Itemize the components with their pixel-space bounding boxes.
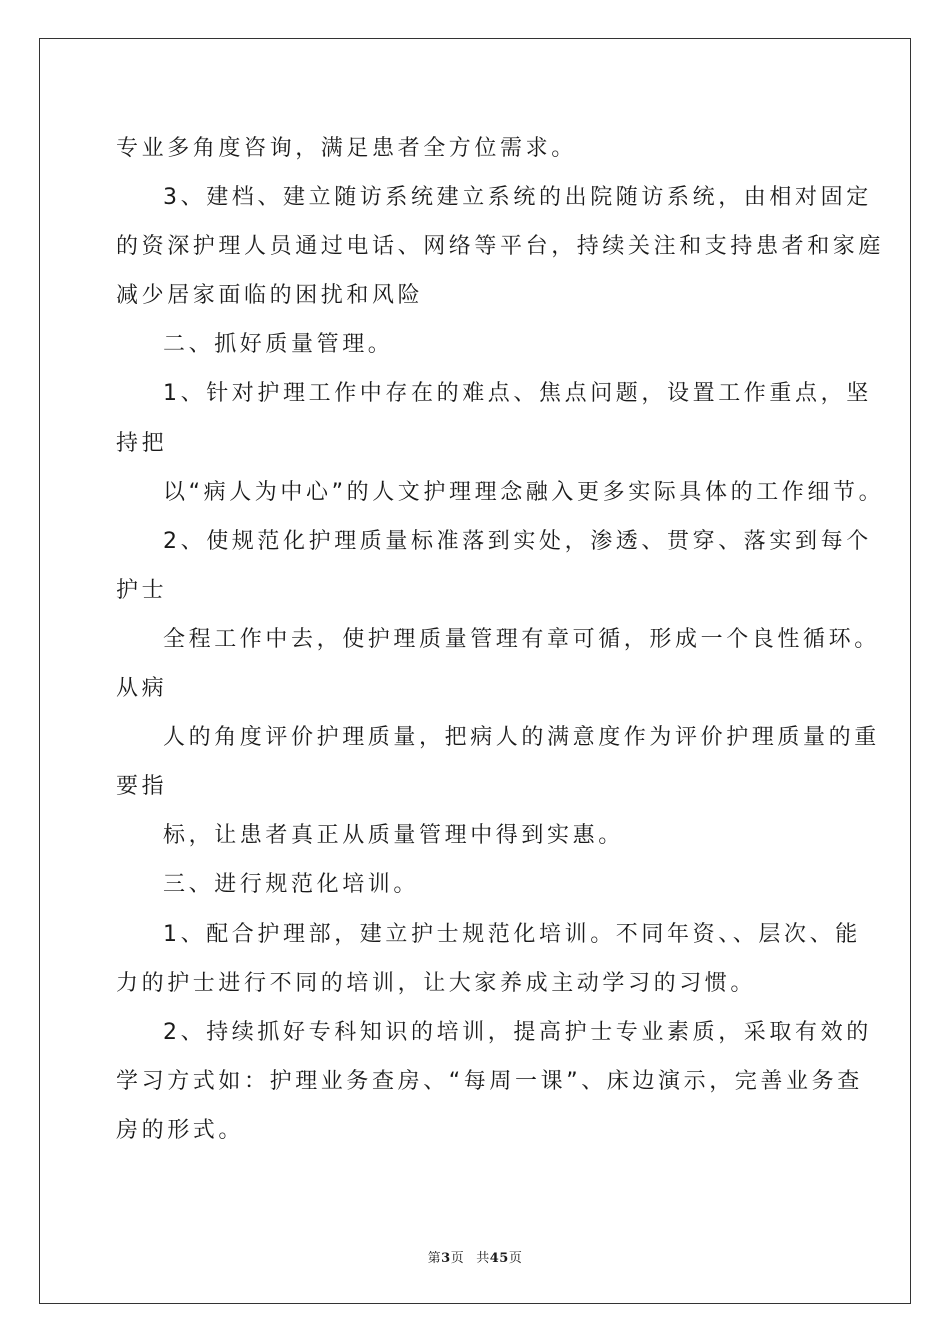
text-line: 标，让患者真正从质量管理中得到实惠。 bbox=[163, 823, 624, 849]
total-prefix: 共 bbox=[476, 1251, 490, 1266]
text-line: 护士 bbox=[116, 577, 168, 603]
text-line: 1、针对护理工作中存在的难点、焦点问题，设置工作重点，坚 bbox=[163, 381, 872, 407]
text-line: 2、使规范化护理质量标准落到实处，渗透、贯穿、落实到每个 bbox=[163, 528, 872, 554]
text-line: 2、持续抓好专科知识的培训，提高护士专业素质，采取有效的 bbox=[163, 1019, 872, 1045]
text-line: 的资深护理人员通过电话、网络等平台，持续关注和支持患者和家庭 bbox=[116, 234, 885, 260]
text-line: 持把 bbox=[116, 430, 168, 456]
text-line: 3、建档、建立随访系统建立系统的出院随访系统，由相对固定 bbox=[163, 185, 872, 211]
document-body bbox=[116, 130, 885, 1161]
total-suffix: 页 bbox=[508, 1251, 523, 1266]
section-heading: 三、进行规范化培训。 bbox=[163, 872, 420, 898]
text-line: 专业多角度咨询，满足患者全方位需求。 bbox=[116, 136, 577, 161]
page-footer bbox=[0, 1247, 950, 1266]
text-line: 学习方式如：护理业务查房、“每周一课”、床边演示，完善业务查 bbox=[116, 1068, 863, 1094]
text-line: 1、配合护理部，建立护士规范化培训。不同年资、、层次、能 bbox=[163, 921, 861, 947]
page-prefix: 第 bbox=[427, 1251, 442, 1266]
section-heading: 二、抓好质量管理。 bbox=[163, 332, 394, 358]
page-suffix: 页 bbox=[450, 1251, 465, 1266]
text-line: 要指 bbox=[116, 774, 168, 800]
text-line: 力的护士进行不同的培训，让大家养成主动学习的习惯。 bbox=[116, 970, 757, 996]
page-number: 3 bbox=[441, 1251, 451, 1266]
text-line: 房的形式。 bbox=[116, 1117, 245, 1143]
text-line: 人的角度评价护理质量，把病人的满意度作为评价护理质量的重 bbox=[163, 725, 880, 751]
text-line: 从病 bbox=[116, 676, 168, 702]
text-line: 全程工作中去，使护理质量管理有章可循，形成一个良性循环。 bbox=[163, 626, 880, 652]
text-line: 以“病人为中心”的人文护理理念融入更多实际具体的工作细节。 bbox=[163, 479, 885, 505]
text-line: 减少居家面临的困扰和风险 bbox=[116, 283, 424, 309]
total-pages: 45 bbox=[489, 1251, 509, 1266]
